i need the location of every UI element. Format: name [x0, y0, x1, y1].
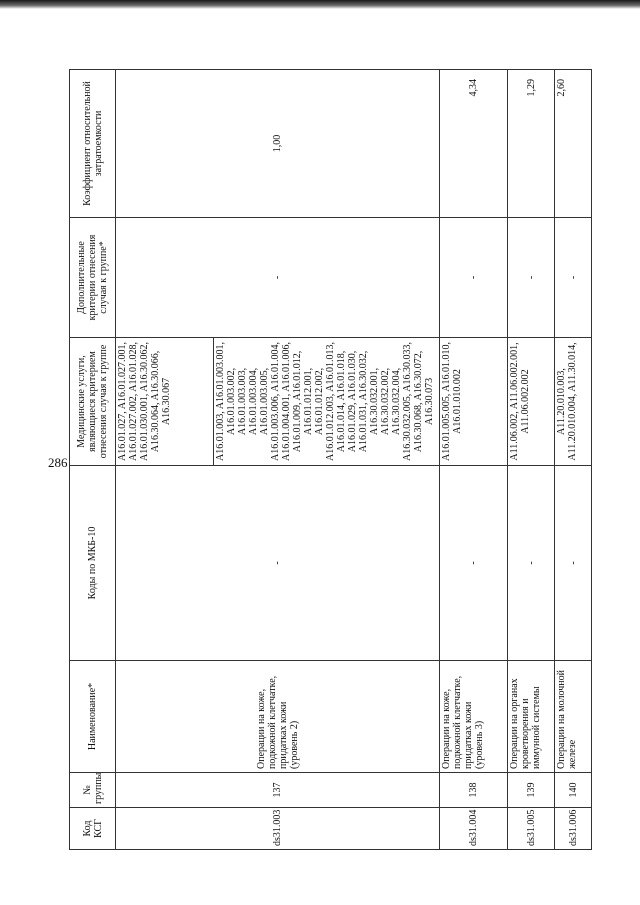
cell-coef: 1,00 [116, 70, 440, 218]
header-criteria: Дополнительные критерии отнесения случая к группе* [70, 218, 116, 338]
header-coef: Коэффициент относительной затратоемкости [70, 70, 116, 218]
table-row [555, 70, 592, 850]
header-code: Код КСГ [70, 808, 116, 850]
cell-group-no: 139 [508, 773, 555, 808]
cell-services: A11.20.010.003, A11.20.010.004, A11.30.014, [555, 338, 592, 466]
table-header-row [70, 70, 116, 850]
cell-code: ds31.006 [555, 808, 592, 850]
rotated-document-table [69, 70, 599, 850]
header-group-no: № группы [70, 773, 116, 808]
scan-top-edge [0, 0, 640, 9]
cell-coef: 2,60 [555, 70, 592, 218]
cell-code: ds31.005 [508, 808, 555, 850]
cell-services: A16.01.003, A16.01.003.001, A16.01.003.002, A16.01.003.003, A16.01.003.004, A16.01.003.005, A16.01.003.006, A16.01.004, A16.01.004.001, A16.01.006, A16.01.009, A16.01.012, A16.01.012.001, A16.01.012.002, A16.01.012.003, A16.01.013, A16.01.014, A16.01.018, A16.01.029, A16.01.030, A16.01.031, A16.30.032, A16.30.032.001, A16.30.032.002, A16.30.032.004, A16.30.032.005, A16.30.033, A16.30.068, A16.30.072, A16.30.073 [214, 338, 440, 466]
cell-mkb: - [508, 466, 555, 661]
table-row [508, 70, 555, 850]
cell-group-no: 137 [116, 773, 440, 808]
cell-name: Операции на коже, подкожной клетчатке, придатках кожи (уровень 3) [440, 661, 508, 773]
cell-coef: 1,29 [508, 70, 555, 218]
cell-services: A11.06.002, A11.06.002.001, A11.06.002.002 [508, 338, 555, 466]
cell-mkb: - [555, 466, 592, 661]
table-row [440, 70, 508, 850]
cell-name: Операции на молочной железе [555, 661, 592, 773]
cell-code: ds31.003 [116, 808, 440, 850]
cell-criteria: - [508, 218, 555, 338]
cell-services: A16.01.027, A16.01.027.001, A16.01.027.002, A16.01.028, A16.01.030.001, A16.30.062, A16.30.064, A16.30.066, A16.30.067 [116, 338, 214, 466]
cell-group-no: 140 [555, 773, 592, 808]
cell-name: Операции на коже, подкожной клетчатке, придатках кожи (уровень 2) [116, 661, 440, 773]
cell-group-no: 138 [440, 773, 508, 808]
ksg-table [69, 69, 592, 850]
header-mkb: Коды по МКБ-10 [70, 466, 116, 661]
table-row [116, 70, 214, 850]
page-number: 286 [48, 455, 68, 470]
header-name: Наименование* [70, 661, 116, 773]
cell-mkb: - [116, 466, 440, 661]
cell-criteria: - [116, 218, 440, 338]
cell-criteria: - [555, 218, 592, 338]
cell-services: A16.01.005.005, A16.01.010, A16.01.010.002 [440, 338, 508, 466]
cell-code: ds31.004 [440, 808, 508, 850]
cell-mkb: - [440, 466, 508, 661]
cell-coef: 4,34 [440, 70, 508, 218]
cell-name: Операции на органах кроветворения и иммунной системы [508, 661, 555, 773]
header-services: Медицинские услуги, являющиеся критерием отнесения случая к группе [70, 338, 116, 466]
cell-criteria: - [440, 218, 508, 338]
